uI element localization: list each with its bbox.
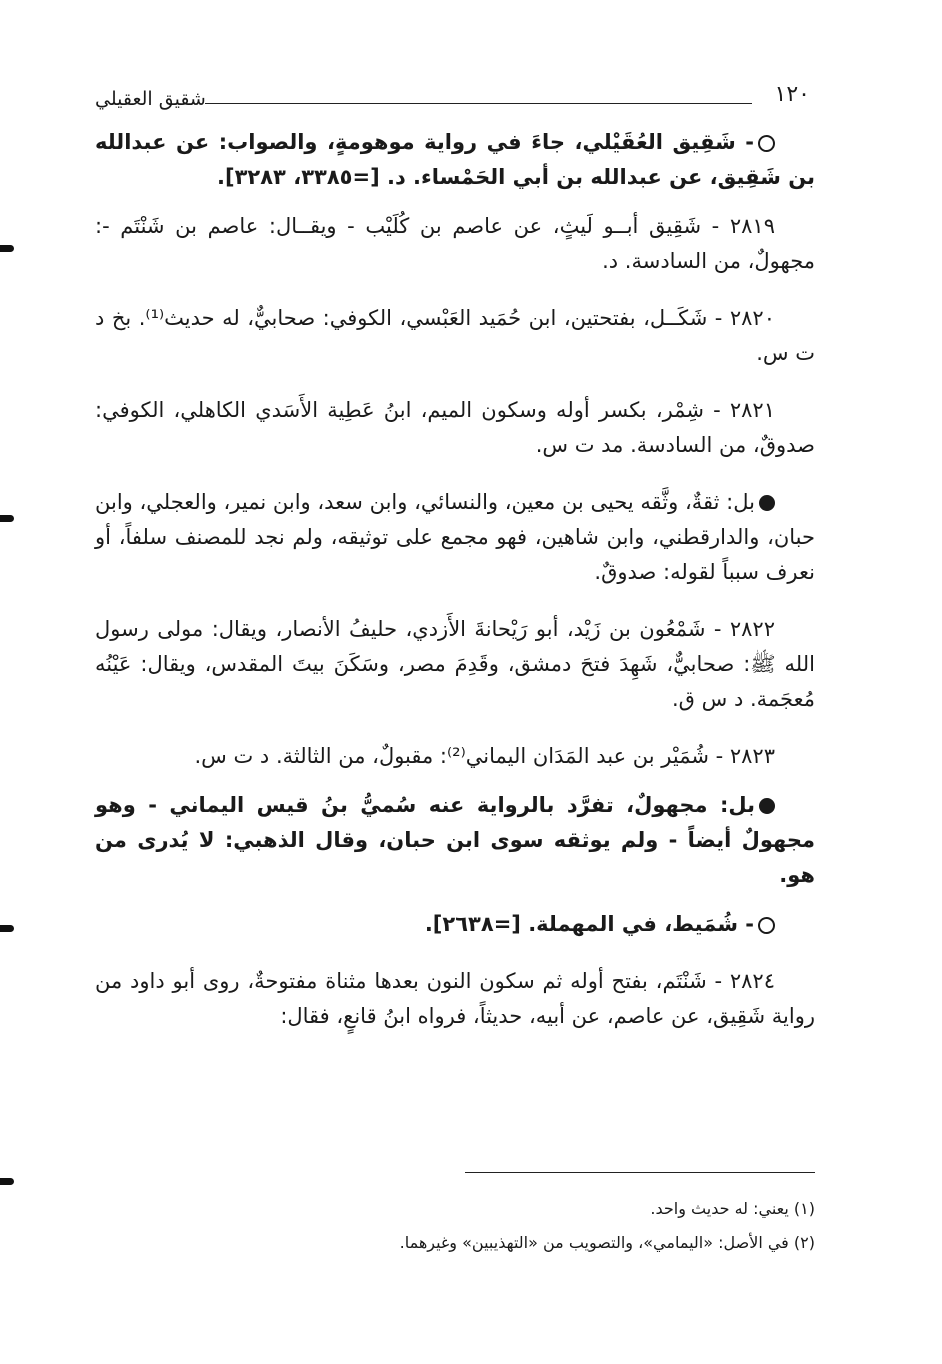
entry-shaqiq-aluqayli: - شَقِيق العُقَيْلي، جاءَ في رواية موهومةٍ، والصواب: عن عبدالله بن شَقِيق، عن عبدالله بن أبي الحَمْساء. د. [=٣٣٨٥، ٣٢٨٣]. [95, 130, 815, 189]
header-rule [205, 103, 752, 104]
comment-2823: بل: مجهولٌ، تفرَّد بالرواية عنه سُميُّ بنُ قيس اليماني - وهو مجهولٌ أيضاً - ولم يوثقه سوى ابن حبان، وقال الذهبي: لا يُدرى من هو. [95, 793, 815, 887]
comment-2821: بل: ثقةٌ، وثَّقه يحيى بن معين، والنسائي، وابن سعد، وابن نمير، والعجلي، وابن حبان، والدارقطني، وابن شاهين، فهو مجمع على توثيقه، ولم نجد للمصنف سلفاً، أو نعرف سبباً لقوله: صدوقٌ. [95, 490, 815, 584]
margin-mark [0, 1178, 14, 1185]
entry-2821: ٢٨٢١ - شِمْر، بكسر أوله وسكون الميم، ابنُ عَطِية الأَسَدي الكاهلي، الكوفي: صدوقٌ، من السادسة. مد ت س. [95, 398, 815, 457]
margin-mark [0, 515, 14, 522]
filled-circle-icon [759, 495, 775, 511]
entry-2823: ٢٨٢٣ - شُمَيْر بن عبد المَدَان اليماني⁽²⁾: مقبولٌ، من الثالثة. د ت س. [194, 744, 775, 768]
page-number: ١٢٠ [774, 82, 810, 107]
margin-mark [0, 925, 14, 932]
filled-circle-icon [759, 798, 775, 814]
footnote-2: (٢) في الأصل: «اليمامي»، والتصويب من «التهذيبين» وغيرهما. [399, 1233, 815, 1252]
open-circle-icon [758, 135, 775, 152]
entry-2820: ٢٨٢٠ - شَكَــل، بفتحتين، ابن حُمَيد العَبْسي، الكوفي: صحابيٌّ، له حديث⁽¹⁾. بخ د ت س. [95, 306, 815, 365]
entry-2822: ٢٨٢٢ - شَمْعُون بن زَيْد، أبو رَيْحانةَ الأَزدي، حليفُ الأنصار، ويقال: مولى رسول الله ﷺ: صحابيٌّ، شَهِدَ فتحَ دمشق، وقَدِمَ مصر، وسَكَنَ بيتَ المقدس، ويقال: عَيْنُه مُعجَمة. د س ق. [95, 617, 815, 711]
entry-shumayt: - شُمَيط، في المهملة. [=٢٦٣٨]. [95, 907, 815, 942]
margin-mark [0, 245, 14, 252]
entry-2824: ٢٨٢٤ - شَنْتَم، بفتح أوله ثم سكون النون بعدها مثناة مفتوحةٌ، روى أبو داود من رواية شَقِيق، عن عاصم، عن أبيه، حديثاً، فرواه ابنُ قانعٍ، فقال: [95, 969, 815, 1028]
footnote-rule [465, 1172, 815, 1173]
running-title: شقيق العقيلي [95, 88, 206, 110]
page-header [95, 80, 810, 120]
footnote-1: (١) يعني: له حديث واحد. [650, 1199, 815, 1218]
page-body [95, 125, 815, 1048]
open-circle-icon [758, 917, 775, 934]
entry-2819: ٢٨١٩ - شَقِيق أبــو لَيثٍ، عن عاصم بن كُلَيْب - ويقــال: عاصم بن شَنْتَم -: مجهولٌ، من السادسة. د. [95, 214, 815, 273]
footnotes [95, 1192, 815, 1260]
